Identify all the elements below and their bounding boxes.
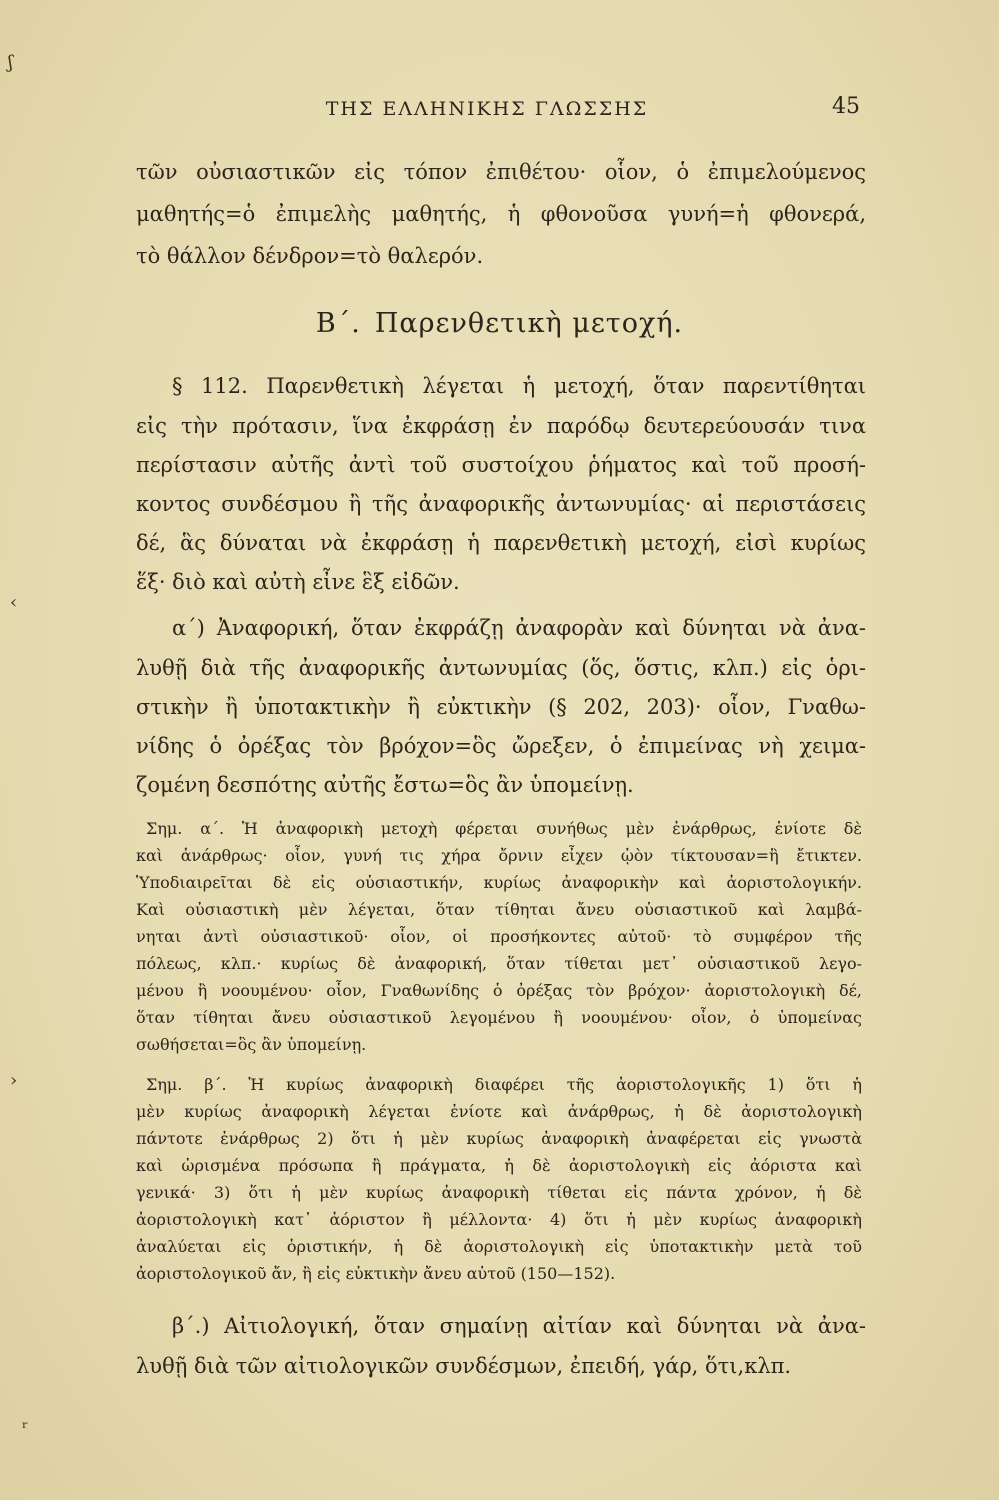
note-line: μένου ἢ νοουμένου· οἷον, Γναθωνίδης ὁ ὀρέξας τὸν βρόχον· ἀοριστολογικὴ δέ, [136, 981, 862, 1000]
note-line: Ὑποδιαιρεῖται δὲ εἰς οὐσιαστικήν, κυρίως ἀναφορικὴν καὶ ἀοριστολογικήν. [136, 873, 862, 892]
text-line: § 112. Παρενθετικὴ λέγεται ἡ μετοχή, ὅταν παρεντίθηται [172, 374, 866, 398]
text-line: β΄.) Αἰτιολογική, ὅταν σημαίνῃ αἰτίαν καὶ δύνηται νὰ ἀνα- [172, 1314, 866, 1338]
text-line: λυθῇ διὰ τῶν αἰτιολογικῶν συνδέσμων, ἐπειδή, γάρ, ὅτι,κλπ. [136, 1354, 792, 1378]
running-title: ΤΗΣ ΕΛΛΗΝΙΚΗΣ ΓΛΩΣΣΗΣ [325, 98, 649, 120]
text-line: στικὴν ἢ ὑποτακτικὴν ἢ εὐκτικὴν (§ 202, 203)· οἷον, Γναθω- [136, 695, 866, 719]
note-line: γενικά· 3) ὅτι ἡ μὲν κυρίως ἀναφορικὴ τίθεται εἰς πάντα χρόνον, ἡ δὲ [136, 1183, 862, 1202]
text-line: ἕξ· διὸ καὶ αὐτὴ εἶνε ἓξ εἰδῶν. [136, 570, 460, 594]
text-line: μαθητής=ὁ ἐπιμελὴς μαθητής, ἡ φθονοῦσα γυνή=ἡ φθονερά, [136, 202, 866, 226]
note-line: πάντοτε ἐνάρθρως 2) ὅτι ἡ μὲν κυρίως ἀναφορικὴ ἀναφέρεται εἰς γνωστὰ [136, 1129, 862, 1148]
margin-mark: ʃ [8, 52, 13, 73]
section-heading [0, 308, 999, 339]
note-line: καὶ ὡρισμένα πρόσωπα ἢ πράγματα, ἡ δὲ ἀοριστολογικὴ εἰς ἀόριστα καὶ [136, 1156, 862, 1175]
note-line: μὲν κυρίως ἀναφορικὴ λέγεται ἐνίοτε καὶ ἀνάρθρως, ἡ δὲ ἀοριστολογικὴ [136, 1102, 862, 1121]
note-line: Σημ. β΄. Ἡ κυρίως ἀναφορικὴ διαφέρει τῆς ἀοριστολογικῆς 1) ὅτι ἡ [146, 1075, 862, 1094]
text-line: ζομένη δεσπότης αὐτῆς ἔστω=ὃς ἂν ὑπομείνῃ. [136, 773, 634, 797]
note-line: νηται ἀντὶ οὐσιαστικοῦ· οἷον, οἱ προσήκοντες αὐτοῦ· τὸ συμφέρον τῆς [136, 927, 862, 946]
note-line: ἀοριστολογικὴ κατ᾽ ἀόριστον ἢ μέλλοντα· 4) ὅτι ἡ μὲν κυρίως ἀναφορικὴ [136, 1210, 862, 1229]
text-line: τῶν οὐσιαστικῶν εἰς τόπον ἐπιθέτου· οἷον, ὁ ἐπιμελούμενος [136, 160, 866, 184]
note-line: καὶ ἀνάρθρως· οἷον, γυνή τις χήρα ὄρνιν εἶχεν ᾠὸν τίκτουσαν=ἣ ἔτικτεν. [136, 846, 862, 865]
text-line: λυθῇ διὰ τῆς ἀναφορικῆς ἀντωνυμίας (ὅς, ὅστις, κλπ.) εἰς ὁρι- [136, 656, 866, 680]
section-letter: Β΄. [315, 308, 361, 339]
section-title: Παρενθετικὴ μετοχή. [374, 308, 684, 339]
text-line: εἰς τὴν πρότασιν, ἵνα ἐκφράσῃ ἐν παρόδῳ δευτερεύουσάν τινα [136, 414, 866, 438]
margin-mark: › [10, 1070, 18, 1091]
text-line: α΄) Ἀναφορική, ὅταν ἐκφράζῃ ἀναφορὰν καὶ δύνηται νὰ ἀνα- [172, 616, 866, 640]
note-line: ὅταν τίθηται ἄνευ οὐσιαστικοῦ λεγομένου ἢ νοουμένου· οἷον, ὁ ὑπομείνας [136, 1008, 862, 1027]
text-line: περίστασιν αὐτῆς ἀντὶ τοῦ συστοίχου ῥήματος καὶ τοῦ προσή- [136, 453, 866, 477]
text-line: τὸ θάλλον δένδρον=τὸ θαλερόν. [136, 244, 484, 268]
text-line: νίδης ὁ ὀρέξας τὸν βρόχον=ὃς ὤρεξεν, ὁ ἐπιμείνας νὴ χειμα- [136, 734, 866, 758]
margin-mark: ‹ [10, 592, 18, 613]
note-line: Καὶ οὐσιαστικὴ μὲν λέγεται, ὅταν τίθηται ἄνευ οὐσιαστικοῦ καὶ λαμβά- [136, 900, 862, 919]
margin-mark: ʳ [22, 1418, 29, 1439]
text-line: κοντος συνδέσμου ἢ τῆς ἀναφορικῆς ἀντωνυμίας· αἱ περιστάσεις [136, 492, 866, 516]
text-line: δέ, ἃς δύναται νὰ ἐκφράσῃ ἡ παρενθετικὴ μετοχή, εἰσὶ κυρίως [136, 531, 866, 555]
note-line: πόλεως, κλπ.· κυρίως δὲ ἀναφορική, ὅταν τίθεται μετ᾽ οὐσιαστικοῦ λεγο- [136, 954, 862, 973]
note-line: σωθήσεται=ὃς ἂν ὑπομείνῃ. [136, 1035, 367, 1054]
running-head [0, 94, 999, 128]
page-number: 45 [832, 94, 860, 119]
note-line: ἀοριστολογικοῦ ἄν, ἢ εἰς εὐκτικὴν ἄνευ αὐτοῦ (150—152). [136, 1264, 616, 1283]
note-line: Σημ. α΄. Ἡ ἀναφορικὴ μετοχὴ φέρεται συνήθως μὲν ἐνάρθρως, ἐνίοτε δὲ [146, 819, 862, 838]
note-line: ἀναλύεται εἰς ὁριστικήν, ἡ δὲ ἀοριστολογικὴ εἰς ὑποτακτικὴν μετὰ τοῦ [136, 1237, 862, 1256]
